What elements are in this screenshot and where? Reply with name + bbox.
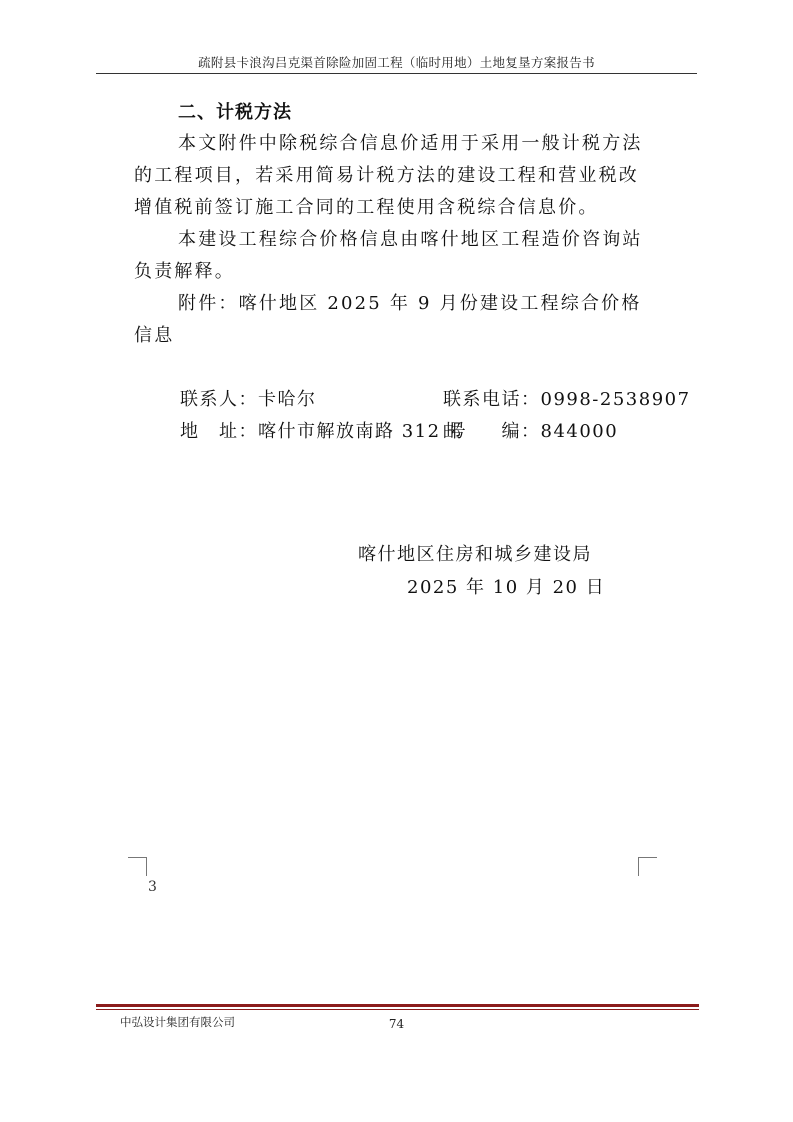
issue-date: 2025 年 10 月 20 日 [407, 577, 606, 598]
crop-mark-right [638, 857, 657, 876]
contact-phone: 联系电话：0998-2538907 [443, 389, 691, 410]
paragraph-interpretation: 本建设工程综合价格信息由喀什地区工程造价咨询站负责解释。 [134, 229, 643, 282]
contact-postcode: 邮 编：844000 [443, 421, 619, 442]
header-divider [96, 73, 697, 74]
inner-page-number: 3 [148, 879, 157, 895]
footer-divider-thick [96, 1004, 699, 1007]
page-number: 74 [388, 1017, 405, 1031]
paragraph-attachment: 附件：喀什地区 2025 年 9 月份建设工程综合价格信息 [134, 293, 642, 346]
footer-company: 中弘设计集团有限公司 [120, 1015, 235, 1029]
issuer-name: 喀什地区住房和城乡建设局 [358, 544, 592, 565]
crop-mark-left [128, 857, 147, 876]
paragraph-tax-method: 本文附件中除税综合信息价适用于采用一般计税方法的工程项目，若采用简易计税方法的建设工程和营业税改增值税前签订施工合同的工程使用含税综合信息价。 [134, 133, 643, 218]
contact-person: 联系人：卡哈尔 [180, 389, 317, 410]
footer-divider-thin [96, 1009, 699, 1010]
section-title: 二、计税方法 [178, 102, 292, 123]
contact-address: 地 址：喀什市解放南路 312 号 [180, 421, 468, 442]
document-header: 疏附县卡浪沟吕克渠首除险加固工程（临时用地）土地复垦方案报告书 [198, 55, 595, 70]
